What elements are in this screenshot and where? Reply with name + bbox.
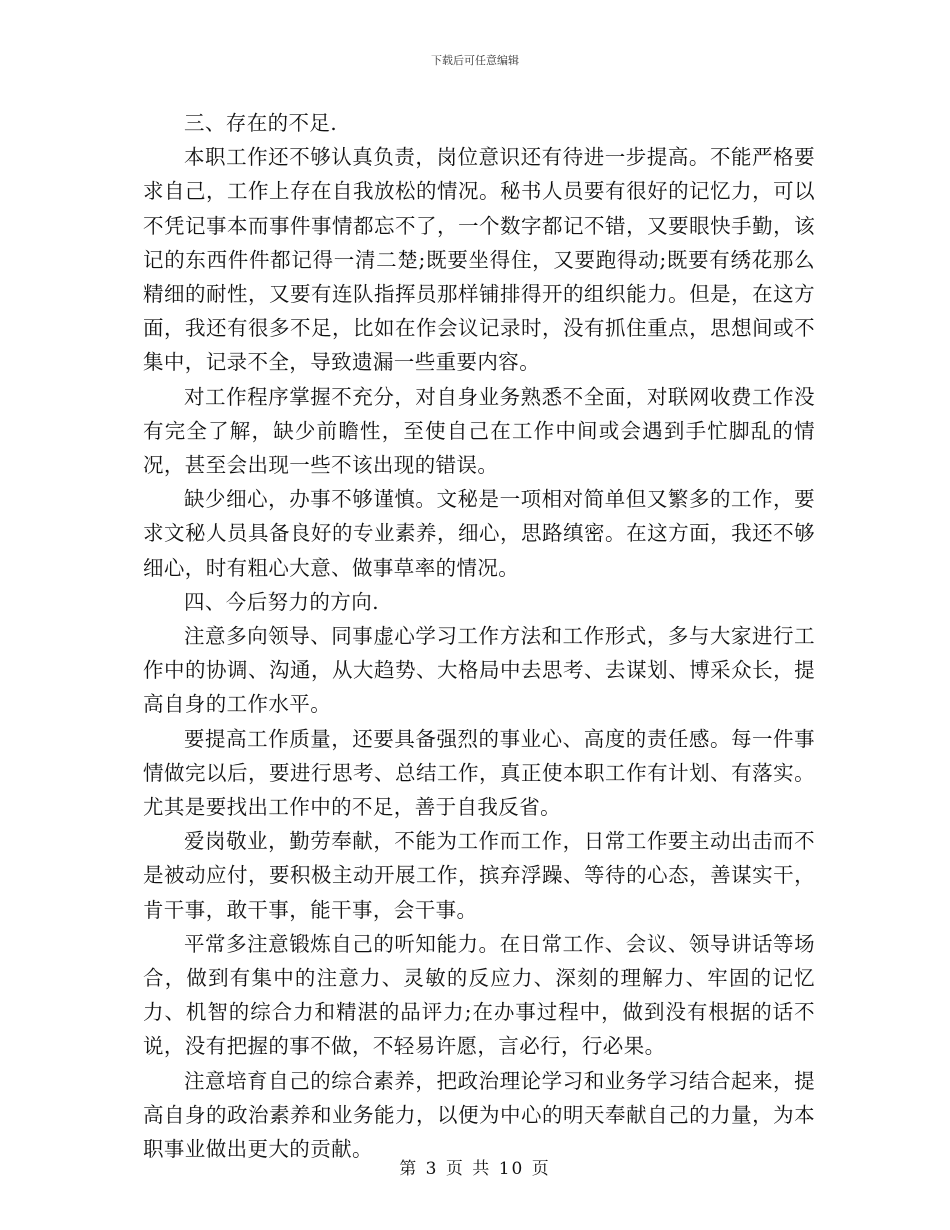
body-paragraph: 要提高工作质量，还要具备强烈的事业心、高度的责任感。每一件事情做完以后，要进行思考、总结工作，真正使本职工作有计划、有落实。尤其是要找出工作中的不足，善于自我反省。 bbox=[143, 726, 815, 820]
document-body bbox=[143, 106, 815, 1166]
body-paragraph: 缺少细心，办事不够谨慎。文秘是一项相对简单但又繁多的工作，要求文秘人员具备良好的专业素养，细心，思路缜密。在这方面，我还不够细心，时有粗心大意、做事草率的情况。 bbox=[143, 487, 815, 580]
page-number-footer: 第 3 页 共 10 页 bbox=[399, 1159, 551, 1179]
body-paragraph: 本职工作还不够认真负责，岗位意识还有待进一步提高。不能严格要求自己，工作上存在自我放松的情况。秘书人员要有很好的记忆力，可以不凭记事本而事件事情都忘不了，一个数字都记不错，又要眼快手勤，该记的东西件件都记得一清二楚;既要坐得住，又要跑得动;既要有绣花那么精细的耐性，又要有连队指挥员那样铺排得开的组织能力。但是，在这方面，我还有很多不足，比如在作会议记录时，没有抓住重点，思想间或不集中，记录不全，导致遗漏一些重要内容。 bbox=[143, 145, 815, 375]
body-paragraph: 注意培育自己的综合素养，把政治理论学习和业务学习结合起来，提高自身的政治素养和业务能力，以便为中心的明天奉献自己的力量，为本职事业做出更大的贡献。 bbox=[143, 1068, 815, 1162]
page-header: 下载后可任意编辑 bbox=[431, 54, 519, 67]
body-paragraph: 爱岗敬业，勤劳奉献，不能为工作而工作，日常工作要主动出击而不是被动应付，要积极主动开展工作，摈弃浮躁、等待的心态，善谋实干，肯干事，敢干事，能干事，会干事。 bbox=[143, 829, 815, 922]
body-paragraph: 平常多注意锻炼自己的听知能力。在日常工作、会议、领导讲话等场合，做到有集中的注意力、灵敏的反应力、深刻的理解力、牢固的记忆力、机智的综合力和精湛的品评力;在办事过程中，做到没有根据的话不说，没有把握的事不做，不轻易许愿，言必行，行必果。 bbox=[143, 931, 815, 1059]
body-paragraph: 注意多向领导、同事虚心学习工作方法和工作形式，多与大家进行工作中的协调、沟通，从大趋势、大格局中去思考、去谋划、博采众长，提高自身的工作水平。 bbox=[143, 624, 815, 717]
section-heading-shortcomings: 三、存在的不足. bbox=[184, 111, 338, 135]
body-paragraph: 对工作程序掌握不充分，对自身业务熟悉不全面，对联网收费工作没有完全了解，缺少前瞻性，至使自己在工作中间或会遇到手忙脚乱的情况，甚至会出现一些不该出现的错误。 bbox=[143, 384, 815, 478]
section-heading-future-direction: 四、今后努力的方向. bbox=[184, 589, 380, 614]
